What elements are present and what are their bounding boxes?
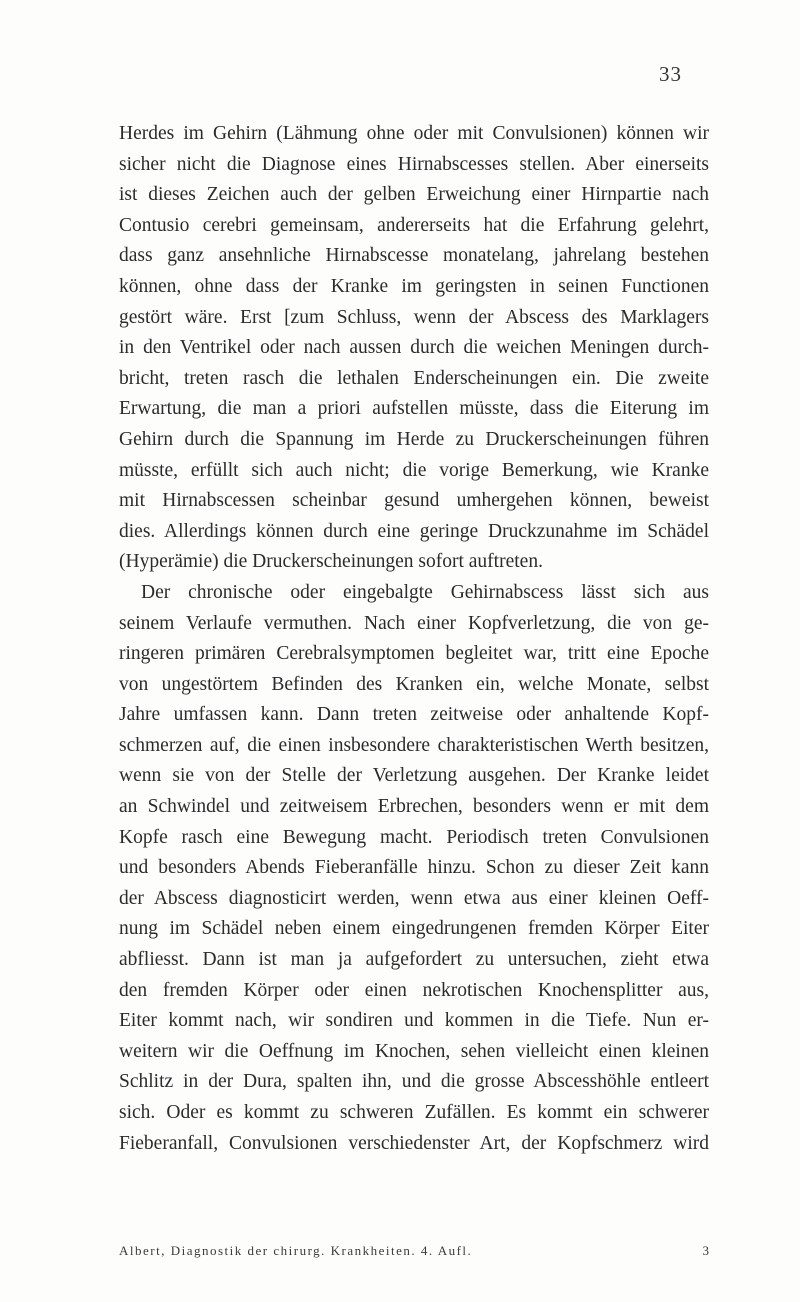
text-line: dies. Allerdings können durch eine geringe Druckzunahme im Schädel: [119, 520, 709, 542]
text-line: müsste, erfüllt sich auch nicht; die vorige Bemerkung, wie Kranke: [119, 459, 709, 481]
footer-signature: Albert, Diagnostik der chirurg. Krankheiten. 4. Aufl.: [119, 1243, 473, 1258]
text-line: Erwartung, die man a priori aufstellen müsste, dass die Eiterung im: [119, 398, 709, 420]
text-line: können, ohne dass der Kranke im geringsten in seinen Functionen: [119, 275, 709, 297]
text-line: Herdes im Gehirn (Lähmung ohne oder mit Convulsionen) können wir: [119, 123, 709, 144]
text-line: Contusio cerebri gemeinsam, andererseits hat die Erfahrung gelehrt,: [119, 214, 709, 236]
text-line: gestört wäre. Erst [zum Schluss, wenn der Abscess des Marklagers: [119, 306, 709, 328]
text-line: mit Hirnabscessen scheinbar gesund umhergehen können, beweist: [119, 490, 709, 512]
text-line: Schlitz in der Dura, spalten ihn, und die grosse Abscesshöhle entleert: [119, 1071, 709, 1093]
text-line: Gehirn durch die Spannung im Herde zu Druckerscheinungen führen: [119, 428, 709, 450]
text-line: seinem Verlaufe vermuthen. Nach einer Kopfverletzung, die von ge-: [119, 612, 709, 634]
text-line: Fieberanfall, Convulsionen verschiedenster Art, der Kopfschmerz wird: [119, 1132, 709, 1154]
text-line: ist dieses Zeichen auch der gelben Erweichung einer Hirnpartie nach: [119, 184, 709, 206]
text-line: der Abscess diagnosticirt werden, wenn etwa aus einer kleinen Oeff-: [119, 887, 709, 909]
text-line: an Schwindel und zeitweisem Erbrechen, besonders wenn er mit dem: [119, 796, 709, 818]
text-line: und besonders Abends Fieberanfälle hinzu. Schon zu dieser Zeit kann: [119, 857, 709, 879]
text-line: schmerzen auf, die einen insbesondere charakteristischen Werth besitzen,: [119, 734, 709, 756]
text-line: bricht, treten rasch die lethalen Enderscheinungen ein. Die zweite: [119, 367, 709, 389]
text-line: dass ganz ansehnliche Hirnabscesse monatelang, jahrelang bestehen: [119, 245, 709, 267]
text-line: ringeren primären Cerebralsymptomen begleitet war, tritt eine Epoche: [119, 643, 709, 665]
footer-sheet-number: 3: [702, 1243, 709, 1258]
text-line: Der chronische oder eingebalgte Gehirnabscess lässt sich aus: [141, 581, 709, 603]
text-line: den fremden Körper oder einen nekrotischen Knochensplitter aus,: [119, 979, 709, 1001]
text-line: sicher nicht die Diagnose eines Hirnabscesses stellen. Aber einerseits: [119, 153, 709, 175]
text-line: abfliesst. Dann ist man ja aufgefordert zu untersuchen, zieht etwa: [119, 949, 709, 971]
text-line: von ungestörtem Befinden des Kranken ein, welche Monate, selbst: [119, 673, 709, 695]
text-line: (Hyperämie) die Druckerscheinungen sofort auftreten.: [119, 551, 543, 573]
page-number: 33: [659, 62, 682, 86]
text-line: weitern wir die Oeffnung im Knochen, sehen vielleicht einen kleinen: [119, 1040, 709, 1062]
text-line: sich. Oder es kommt zu schweren Zufällen. Es kommt ein schwerer: [119, 1102, 709, 1123]
text-line: Eiter kommt nach, wir sondiren und kommen in die Tiefe. Nun er-: [119, 1010, 709, 1032]
text-line: Kopfe rasch eine Bewegung macht. Periodisch treten Convulsionen: [119, 826, 709, 848]
body-text: [119, 119, 709, 1159]
text-line: nung im Schädel neben einem eingedrungenen fremden Körper Eiter: [119, 918, 709, 940]
text-line: wenn sie von der Stelle der Verletzung ausgehen. Der Kranke leidet: [119, 765, 709, 787]
page-footer: [119, 1243, 709, 1259]
text-line: Jahre umfassen kann. Dann treten zeitweise oder anhaltende Kopf-: [119, 704, 709, 726]
text-line: in den Ventrikel oder nach aussen durch die weichen Meningen durch-: [119, 337, 709, 359]
